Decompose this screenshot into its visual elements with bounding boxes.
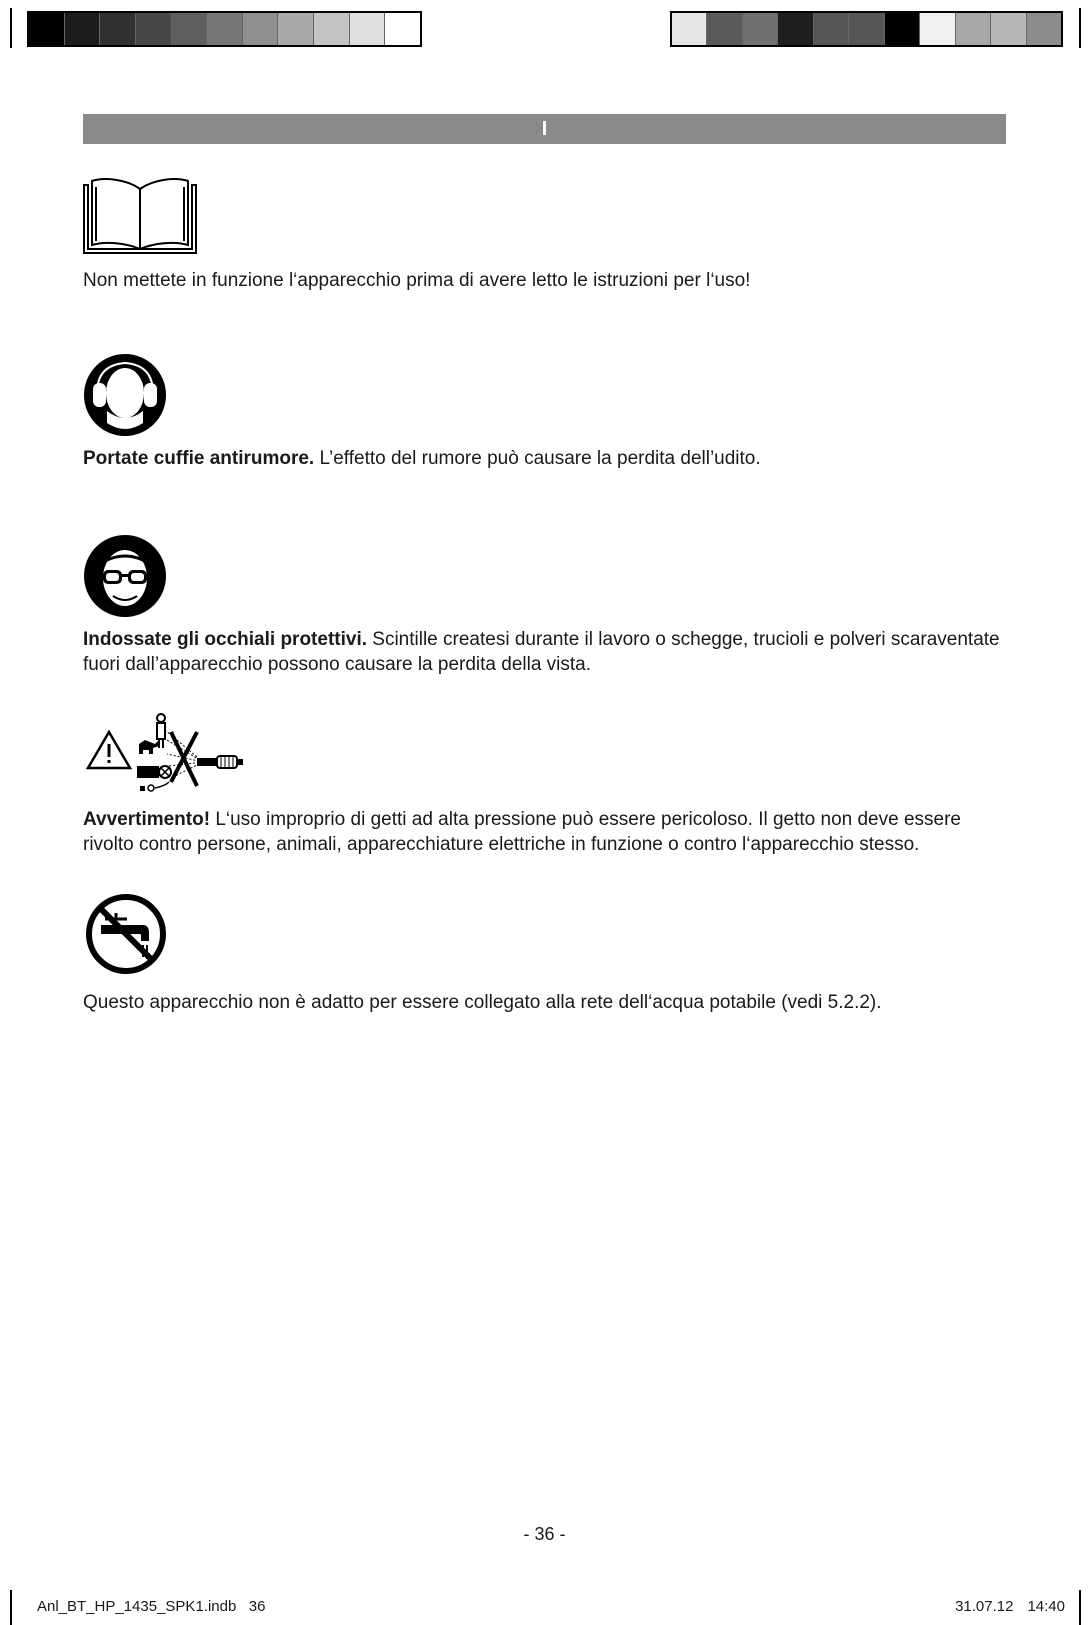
gray-swatch — [991, 13, 1026, 45]
crop-mark-right-bottom — [1079, 1590, 1081, 1625]
gray-swatch — [956, 13, 991, 45]
gray-swatch — [1027, 13, 1061, 45]
gray-swatch — [136, 13, 172, 45]
gray-swatch — [100, 13, 136, 45]
section-ear-protection: Portate cuffie antirumore. L’effetto del rumore può causare la perdita dell’udito. — [83, 448, 761, 469]
gray-swatch — [243, 13, 279, 45]
footer-date: 31.07.12 — [955, 1598, 1014, 1615]
ear-protection-icon — [83, 353, 167, 437]
crop-mark-right — [1079, 8, 1081, 48]
footer-timestamp — [955, 1598, 1065, 1615]
page-number: - 36 - — [523, 1524, 566, 1544]
read-manual-icon — [82, 175, 198, 257]
footer-file-name: Anl_BT_HP_1435_SPK1.indb 36 — [37, 1598, 266, 1615]
gray-swatch — [672, 13, 707, 45]
gray-swatch — [172, 13, 208, 45]
gray-swatch — [814, 13, 849, 45]
gray-swatch — [743, 13, 778, 45]
gray-swatch — [707, 13, 742, 45]
no-drinking-water-connection-icon — [85, 893, 167, 975]
grayscale-bar-left — [27, 11, 422, 47]
section-high-pressure-warning: Avvertimento! L‘uso improprio di getti ad alta pressione può essere pericoloso. Il getto non deve essere rivolto contro persone, animali, apparecchiature elettriche in funzione o contro l‘apparecchio stesso. — [83, 809, 961, 855]
gray-swatch — [885, 13, 920, 45]
eye-protection-icon — [83, 534, 167, 618]
gray-swatch — [920, 13, 955, 45]
section-no-drinking-water: Questo apparecchio non è adatto per essere collegato alla rete dell‘acqua potabile (vedi 5.2.2). — [83, 992, 882, 1013]
language-marker: I — [541, 118, 548, 140]
gray-swatch — [278, 13, 314, 45]
gray-swatch — [314, 13, 350, 45]
gray-swatch — [207, 13, 243, 45]
high-pressure-warning-icon — [85, 710, 245, 800]
footer-time: 14:40 — [1027, 1598, 1065, 1615]
language-section-bar — [83, 114, 1006, 144]
crop-mark-left-bottom — [10, 1590, 12, 1625]
grayscale-bar-right — [670, 11, 1063, 47]
gray-swatch — [65, 13, 101, 45]
gray-swatch — [849, 13, 884, 45]
crop-mark-left — [10, 8, 12, 48]
section-eye-protection: Indossate gli occhiali protettivi. Scintille createsi durante il lavoro o schegge, trucioli e polveri scaraventate fuori dall’apparecchio possono causare la perdita della vista. — [83, 629, 1000, 675]
section-read-manual: Non mettete in funzione l‘apparecchio prima di avere letto le istruzioni per l‘uso! — [83, 270, 751, 291]
gray-swatch — [29, 13, 65, 45]
gray-swatch — [350, 13, 386, 45]
gray-swatch — [778, 13, 813, 45]
gray-swatch — [385, 13, 420, 45]
